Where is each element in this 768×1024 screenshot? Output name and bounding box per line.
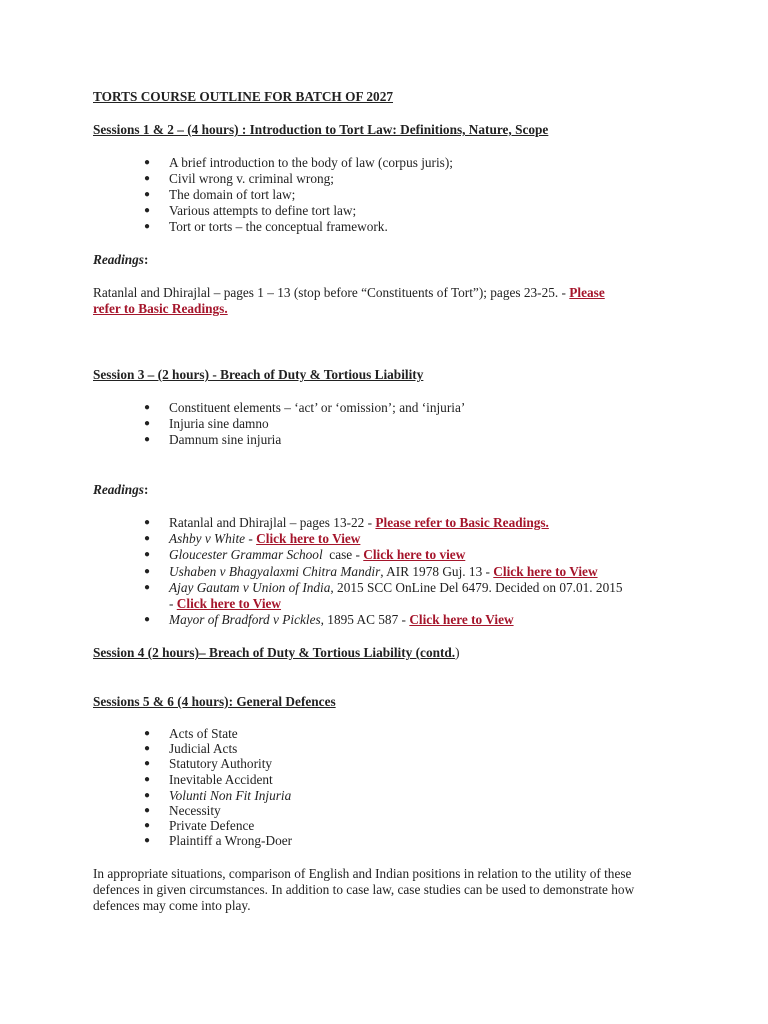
paragraph-line: defences in given circumstances. In addition to case law, case studies can be used to demonstrate how: [93, 882, 635, 897]
case-link[interactable]: Click here to View: [176, 596, 282, 611]
bullet-icon: ●: [144, 517, 151, 528]
basic-readings-link[interactable]: Please: [569, 285, 605, 300]
bullet-icon: ●: [144, 549, 151, 560]
bullet-icon: ●: [144, 805, 151, 816]
bullet-icon: ●: [144, 743, 151, 754]
bullet-icon: ●: [144, 173, 151, 184]
reading-item: Ajay Gautam v Union of India, 2015 SCC OnLine Del 6479. Decided on 07.01. 2015: [169, 580, 623, 595]
reading-item: Mayor of Bradford v Pickles, 1895 AC 587 - Click here to View: [169, 612, 514, 627]
reading-line-cont: [93, 301, 228, 317]
list-item: Statutory Authority: [169, 756, 273, 771]
bullet-icon: ●: [144, 205, 151, 216]
bullet-icon: ●: [144, 835, 151, 846]
list-item: Constituent elements – ‘act’ or ‘omission’; and ‘injuria’: [169, 400, 466, 415]
document-title: TORTS COURSE OUTLINE FOR BATCH OF 2027: [93, 89, 393, 104]
case-link[interactable]: Click here to View: [256, 531, 361, 546]
reading-item: Ashby v White - Click here to View: [169, 531, 361, 546]
bullet-icon: ●: [144, 157, 151, 168]
list-item: Necessity: [169, 803, 221, 818]
bullet-icon: ●: [144, 221, 151, 232]
list-item: Plaintiff a Wrong-Doer: [169, 833, 293, 848]
reading-item: Ushaben v Bhagyalaxmi Chitra Mandir, AIR 1978 Guj. 13 - Click here to View: [169, 564, 598, 579]
list-item: Private Defence: [169, 818, 255, 833]
list-item: Acts of State: [169, 726, 238, 741]
bullet-icon: ●: [144, 582, 151, 593]
list-item: Civil wrong v. criminal wrong;: [169, 171, 334, 186]
bullet-icon: ●: [144, 820, 151, 831]
bullet-icon: ●: [144, 728, 151, 739]
basic-readings-link[interactable]: refer to Basic Readings.: [93, 301, 228, 316]
bullet-icon: ●: [144, 758, 151, 769]
reading-item: Gloucester Grammar School case - Click here to view: [169, 547, 466, 562]
paragraph-line: In appropriate situations, comparison of English and Indian positions in relation to the utility of these: [93, 866, 632, 881]
list-item: Volunti Non Fit Injuria: [169, 788, 292, 803]
case-link[interactable]: Click here to View: [409, 612, 514, 627]
list-item: Tort or torts – the conceptual framework.: [169, 219, 388, 234]
list-item: Judicial Acts: [169, 741, 238, 756]
bullet-icon: ●: [144, 533, 151, 544]
readings-label: Readings:: [93, 482, 149, 497]
list-item: Damnum sine injuria: [169, 432, 282, 447]
bullet-icon: ●: [144, 434, 151, 445]
list-item: A brief introduction to the body of law (corpus juris);: [169, 155, 453, 170]
session-1-2-heading: Sessions 1 & 2 – (4 hours) : Introduction to Tort Law: Definitions, Nature, Scope: [93, 122, 549, 137]
reading-item: Ratanlal and Dhirajlal – pages 13-22 - Please refer to Basic Readings.: [169, 515, 549, 530]
list-item: Inevitable Accident: [169, 772, 273, 787]
case-link[interactable]: Click here to view: [363, 547, 466, 562]
reading-item-cont: - Click here to View: [169, 596, 282, 611]
readings-label: Readings:: [93, 252, 149, 267]
reading-line: Ratanlal and Dhirajlal – pages 1 – 13 (stop before “Constituents of Tort”); pages 23-25. - Please: [93, 285, 605, 300]
list-item: The domain of tort law;: [169, 187, 296, 202]
bullet-icon: ●: [144, 418, 151, 429]
basic-readings-link[interactable]: Please refer to Basic Readings.: [375, 515, 549, 530]
bullet-icon: ●: [144, 614, 151, 625]
bullet-icon: ●: [144, 402, 151, 413]
case-link[interactable]: Click here to View: [493, 564, 598, 579]
bullet-icon: ●: [144, 790, 151, 801]
session-5-6-heading: Sessions 5 & 6 (4 hours): General Defences: [93, 694, 336, 709]
session-3-heading: Session 3 – (2 hours) - Breach of Duty & Tortious Liability: [93, 367, 424, 382]
list-item: Injuria sine damno: [169, 416, 269, 431]
paragraph-line: defences may come into play.: [93, 898, 251, 913]
bullet-icon: ●: [144, 774, 151, 785]
list-item: Various attempts to define tort law;: [169, 203, 357, 218]
session-4-heading: Session 4 (2 hours)– Breach of Duty & Tortious Liability (contd.): [93, 645, 460, 660]
bullet-icon: ●: [144, 189, 151, 200]
bullet-icon: ●: [144, 566, 151, 577]
